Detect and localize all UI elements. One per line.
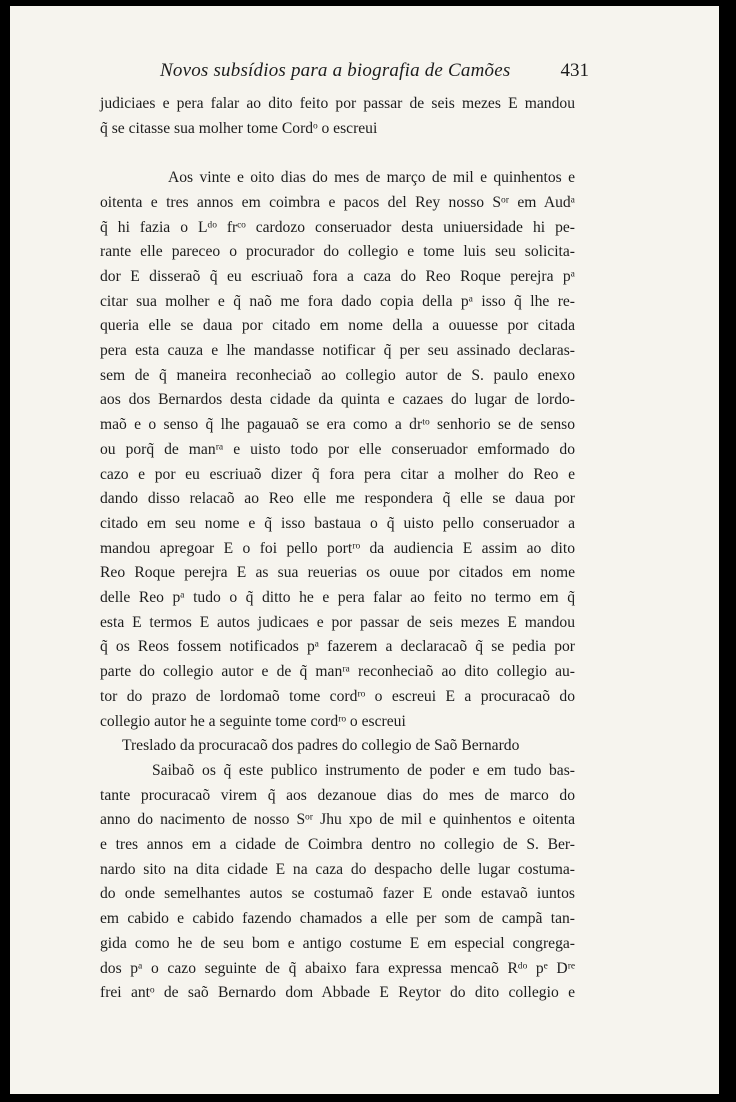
text-line: Treslado da procuracaõ dos padres do collegio de Saõ Bernardo — [122, 737, 520, 755]
text-line: anno do nacimento de nosso Sᵒʳ Jhu xpo de mil e quinhentos e oitenta — [100, 811, 575, 829]
text-line: q̃ hi fazia o Lᵈᵒ frᶜᵒ cardozo conseruador desta uniuersidade hi pe- — [100, 218, 575, 236]
text-line: judiciaes e pera falar ao dito feito por passar de seis mezes E mandou — [100, 95, 575, 112]
text-line: parte do collegio autor e de q̃ manʳᵃ reconheciaõ ao dito collegio au- — [100, 663, 575, 681]
text-line: Aos vinte e oito dias do mes de março de mil e quinhentos e — [168, 169, 575, 187]
text-line: esta E termos E autos judicaes e por passar de seis mezes E mandou — [100, 613, 575, 631]
text-line: Reo Roque perejra E as sua reuerias os ouue por citados em nome — [100, 564, 575, 582]
document-page — [100, 58, 589, 1006]
paragraph-record — [100, 166, 575, 734]
text-line: sem de q̃ maneira reconheciaõ ao collegio autor de S. paulo enexo — [100, 366, 575, 384]
text-line: dando disso relacaõ ao Reo elle me respondera q̃ elle se daua por — [100, 490, 575, 508]
text-line: citar sua molher e q̃ naõ me fora dado copia della pᵃ isso q̃ lhe re- — [100, 292, 575, 310]
text-line: nardo sito na dita cidade E na caza do despacho delle lugar costuma- — [100, 860, 575, 878]
text-line: dos pᵃ o cazo seguinte de q̃ abaixo fara expressa mencaõ Rᵈᵒ pᵉ Dʳᵉ — [100, 959, 575, 977]
running-head — [100, 58, 589, 92]
text-line: ou porq̃ de manʳᵃ e uisto todo por elle conseruador emformado do — [100, 440, 575, 458]
text-line: dor E disseraõ q̃ eu escriuaõ fora a caza do Reo Roque perejra pᵃ — [100, 267, 575, 285]
text-line: rante elle pareceo o procurador do collegio e tome luis seu solicita- — [100, 243, 575, 261]
text-line: cazo e por eu escriuaõ dizer q̃ fora pera citar a molher do Reo e — [100, 465, 575, 483]
paragraph-heading — [100, 734, 575, 759]
paragraph-continuation — [100, 92, 575, 141]
text-line: citado em seu nome e q̃ isso bastaua o q̃ uisto pello conseruador a — [100, 514, 575, 532]
body-text — [100, 92, 575, 1006]
page-number: 431 — [560, 60, 589, 81]
text-line: Saibaõ os q̃ este publico instrumento de poder e em tudo bas- — [152, 761, 575, 779]
text-line: tor do prazo de lordomaõ tome cordʳᵒ o escreui E a procuracaõ do — [100, 687, 575, 705]
text-line: oitenta e tres annos em coimbra e pacos del Rey nosso Sᵒʳ em Audᵃ — [100, 193, 575, 211]
text-line: aos dos Bernardos desta cidade da quinta e cazaes do lugar de lordo- — [100, 391, 575, 409]
text-line: gida como he de seu bom e antigo costume E em especial congrega- — [100, 934, 575, 952]
text-line: e tres annos em a cidade de Coimbra dentro no collegio de S. Ber- — [100, 836, 575, 854]
paragraph-instrument — [100, 759, 575, 1006]
text-line: frei antᵒ de saõ Bernardo dom Abbade E Reytor do dito collegio e — [100, 984, 575, 1002]
text-line: pera esta cauza e lhe mandasse notificar q̃ per seu assinado declaras- — [100, 342, 575, 360]
text-line: collegio autor he a seguinte tome cordʳᵒ o escreui — [100, 712, 406, 730]
text-line: em cabido e cabido fazendo chamados a elle per som de campã tan- — [100, 910, 575, 928]
text-line: q̃ se citasse sua molher tome Cordᵒ o escreui — [100, 119, 378, 137]
text-line: delle Reo pᵃ tudo o q̃ ditto he e pera falar ao feito no termo em q̃ — [100, 589, 575, 607]
text-line: tante procuracaõ virem q̃ aos dezanoue dias do mes de marco do — [100, 786, 575, 804]
text-line: queria elle se daua por citado em nome della a ouuesse por citada — [100, 317, 575, 335]
scan-edge — [719, 0, 736, 1102]
running-title: Novos subsídios para a biografia de Camões — [160, 60, 511, 81]
text-line: mandou apregoar E o foi pello portʳᵒ da audiencia E assim ao dito — [100, 539, 575, 557]
text-line: q̃ os Reos fossem notificados pᵃ fazerem a declaracaõ q̃ se pedia por — [100, 638, 575, 656]
text-line: maõ e o senso q̃ lhe pagauaõ se era como a drᵗᵒ senhorio se de senso — [100, 416, 575, 434]
text-line: do onde semelhantes autos se costumaõ fazer E onde estavaõ iuntos — [100, 885, 575, 903]
